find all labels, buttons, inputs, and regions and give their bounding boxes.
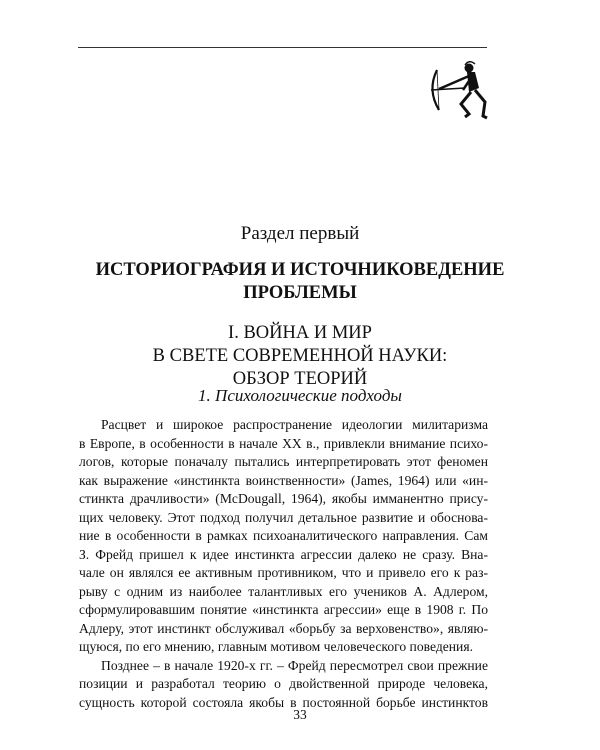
paragraph-line: ние в особенности в рамках психоаналитического направления. Сам (79, 528, 488, 543)
header-rule (78, 47, 487, 48)
chapter-title-line: I. ВОЙНА И МИР (228, 323, 372, 343)
paragraph-line: Адлеру, этот инстинкт обслуживал «борьбу за верховенство», являю- (79, 620, 488, 636)
subsection-title: 1. Психологические подходы (198, 386, 402, 405)
paragraph-line: логов, которые поначалу пытались интерпретировать этот феномен (79, 454, 488, 469)
paragraph-line: Позднее – в начале 1920-х гг. – Фрейд пересмотрел свои прежние (101, 657, 488, 673)
archer-silhouette-icon (425, 60, 493, 120)
paragraph-line: щих человеку. Этот подход получил детальное развитие и обоснова- (79, 509, 488, 525)
chapter-title-line: ОБЗОР ТЕОРИЙ (232, 369, 368, 389)
paragraph-line: чале он являлся ее активным противником, что и привело его к раз- (79, 565, 488, 580)
paragraph-line: сущность которой состояла якобы в постоянной борьбе инстинктов (79, 694, 488, 710)
paragraph-line: стинкта драчливости» (McDougall, 1964), якобы имманентно прису- (79, 491, 488, 506)
chapter-title (60, 322, 540, 391)
paragraph-line: в Европе, в особенности в начале XX в., привлекли внимание психо- (79, 435, 488, 451)
paragraph-line: сформулировавшим понятие «инстинкта агрессии» еще в 1908 г. По (79, 602, 488, 617)
chapter-title-line: В СВЕТЕ СОВРЕМЕННОЙ НАУКИ: (152, 346, 448, 366)
paragraph-line: щуюся, по его мнению, главным мотивом человеческого поведения. (79, 639, 473, 654)
part-title-line: ИСТОРИОГРАФИЯ И ИСТОЧНИКОВЕДЕНИЕ (95, 260, 505, 280)
part-title-line: ПРОБЛЕМЫ (243, 283, 357, 303)
paragraph-line: позиции и разработал теорию о двойственной природе человека, (79, 676, 488, 691)
paragraph-line: рыву с одним из наиболее талантливых его учеников А. Адлером, (79, 583, 488, 599)
body-text (79, 416, 488, 712)
section-label: Раздел первый (240, 223, 360, 244)
paragraph-line: З. Фрейд пришел к идее инстинкта агрессии далеко не сразу. Вна- (79, 546, 488, 562)
part-title (60, 259, 540, 305)
page-number: 33 (293, 707, 307, 722)
paragraph-line: как выражение «инстинкта воинственности» (James, 1964) или «ин- (79, 472, 488, 488)
paragraph-line: Расцвет и широкое распространение идеологии милитаризма (101, 417, 488, 432)
